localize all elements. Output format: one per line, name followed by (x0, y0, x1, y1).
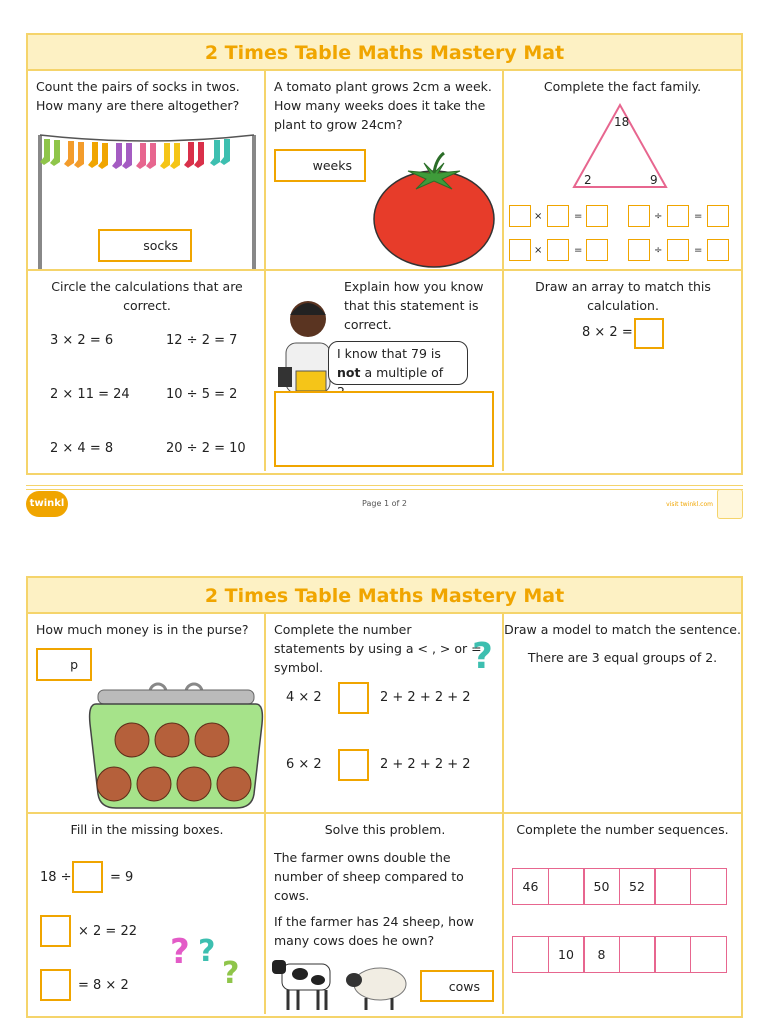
purse-question-cell (28, 614, 266, 814)
equals-sign: = (694, 211, 703, 222)
sequence-cell: 52 (619, 868, 656, 905)
missing-question: Fill in the missing boxes. (70, 822, 224, 837)
missing-row-text: 18 ÷ (40, 870, 72, 885)
array-answer-box[interactable] (634, 318, 664, 349)
equals-sign: = (694, 245, 703, 256)
sequence-cell[interactable] (619, 936, 656, 973)
calculation-item[interactable]: 3 × 2 = 6 (50, 333, 114, 348)
statement-right: 2 + 2 + 2 + 2 (380, 757, 471, 772)
number-statements-cell (266, 614, 504, 814)
mastery-mat-2 (26, 576, 743, 1018)
purse-question: How much money is in the purse? (36, 622, 249, 637)
sequence-cell: 50 (583, 868, 620, 905)
purse-image (88, 654, 264, 814)
footer-divider (26, 489, 743, 490)
divide-sign: ÷ (654, 211, 663, 222)
sequence-cell: 8 (583, 936, 620, 973)
weeks-answer-box[interactable]: weeks (274, 149, 366, 182)
question-mark-icon: ? (472, 636, 493, 677)
sequence-cell[interactable] (654, 868, 691, 905)
question-mark-icon: ? (170, 932, 190, 972)
sequence-cell[interactable] (654, 936, 691, 973)
calculation-item[interactable]: 2 × 4 = 8 (50, 441, 114, 456)
pence-answer-box[interactable]: p (36, 648, 92, 681)
fact-box[interactable] (509, 205, 531, 227)
equals-sign: = (574, 211, 583, 222)
sequence-cell[interactable] (548, 868, 585, 905)
speech-bubble (328, 341, 468, 385)
problem-paragraph: If the farmer has 24 sheep, how many cows does he own? (274, 914, 474, 948)
fact-box[interactable] (547, 205, 569, 227)
model-sentence: There are 3 equal groups of 2. (527, 650, 718, 665)
twinkl-logo: twinkl (26, 491, 68, 517)
fact-box[interactable] (509, 239, 531, 261)
socks-answer-box[interactable]: socks (98, 229, 192, 262)
speech-text: a multiple of (364, 365, 444, 380)
triangle-right-number: 9 (650, 173, 658, 187)
triangle-left-number: 2 (584, 173, 592, 187)
speech-text: I know that 79 is (337, 346, 441, 361)
statement-right: 2 + 2 + 2 + 2 (380, 690, 471, 705)
sheep-image (344, 964, 408, 1012)
fact-box[interactable] (707, 205, 729, 227)
farmer-problem-cell (266, 814, 504, 1014)
explain-question: Explain how you know that this statement is correct. (344, 279, 484, 332)
sequence-cell: 10 (548, 936, 585, 973)
question-mark-icon: ? (198, 934, 216, 969)
fact-box[interactable] (628, 239, 650, 261)
missing-row-text: × 2 = 22 (78, 924, 137, 939)
socks-question: Count the pairs of socks in twos. How many are there altogether? (36, 79, 240, 113)
problem-paragraph: The farmer owns double the number of sheep compared to cows. (274, 850, 464, 903)
calculation-item[interactable]: 12 ÷ 2 = 7 (166, 333, 238, 348)
missing-number-box[interactable] (40, 969, 71, 1001)
explain-cell (266, 271, 504, 471)
cows-answer-box[interactable]: cows (420, 970, 494, 1002)
mat-title: 2 Times Table Maths Mastery Mat (28, 578, 741, 614)
statement-left: 4 × 2 (286, 690, 322, 705)
times-sign: × (534, 245, 543, 256)
symbol-box[interactable] (338, 749, 369, 781)
missing-row-text: = 9 (110, 870, 134, 885)
missing-number-box[interactable] (72, 861, 103, 893)
number-sequence-1 (512, 868, 725, 905)
number-sequences-cell (504, 814, 741, 1014)
fact-box[interactable] (707, 239, 729, 261)
missing-boxes-cell (28, 814, 266, 1014)
statements-question: Complete the number statements by using a < , > or = symbol. (274, 622, 482, 675)
page-number: Page 1 of 2 (362, 499, 407, 508)
fact-family-question: Complete the fact family. (543, 79, 702, 94)
fact-family-cell (504, 71, 741, 271)
question-mark-icon: ? (222, 956, 240, 991)
tomato-question: A tomato plant grows 2cm a week. How many weeks does it take the plant to grow 24cm? (274, 79, 492, 132)
fact-box[interactable] (667, 205, 689, 227)
number-sequence-2 (512, 936, 725, 973)
array-cell (504, 271, 741, 471)
tomato-image (370, 151, 500, 271)
statement-left: 6 × 2 (286, 757, 322, 772)
model-question: Draw a model to match the sentence. (504, 622, 741, 637)
fact-box[interactable] (628, 205, 650, 227)
page-footer (26, 485, 743, 521)
quality-badge-icon (717, 489, 743, 519)
fact-box[interactable] (667, 239, 689, 261)
array-calculation: 8 × 2 = (582, 325, 633, 340)
times-sign: × (534, 211, 543, 222)
calculation-item[interactable]: 10 ÷ 5 = 2 (166, 387, 238, 402)
array-question: Draw an array to match this calculation. (535, 279, 711, 313)
triangle-top-number: 18 (614, 115, 630, 129)
explain-answer-box[interactable] (274, 391, 494, 467)
socks-question-cell (28, 71, 266, 271)
sequence-cell: 46 (512, 868, 549, 905)
model-cell (504, 614, 741, 814)
calculation-item[interactable]: 20 ÷ 2 = 10 (166, 441, 246, 456)
circle-calculations-cell (28, 271, 266, 471)
mat-title: 2 Times Table Maths Mastery Mat (28, 35, 741, 71)
tomato-question-cell (266, 71, 504, 271)
circle-question: Circle the calculations that are correct. (51, 279, 243, 313)
equals-sign: = (574, 245, 583, 256)
divide-sign: ÷ (654, 245, 663, 256)
mastery-mat-1 (26, 33, 743, 475)
speech-bold-text: not (337, 365, 361, 380)
calculation-item[interactable]: 2 × 11 = 24 (50, 387, 130, 402)
sequences-question: Complete the number sequences. (516, 822, 729, 837)
symbol-box[interactable] (338, 682, 369, 714)
sequence-cell[interactable] (512, 936, 549, 973)
visit-link[interactable]: visit twinkl.com (666, 501, 713, 508)
fact-box[interactable] (586, 239, 608, 261)
cow-image (270, 954, 344, 1012)
sequence-cell[interactable] (690, 936, 727, 973)
fact-box[interactable] (586, 205, 608, 227)
fact-box[interactable] (547, 239, 569, 261)
missing-number-box[interactable] (40, 915, 71, 947)
missing-row-text: = 8 × 2 (78, 978, 129, 993)
sequence-cell[interactable] (690, 868, 727, 905)
problem-question: Solve this problem. (324, 822, 446, 837)
